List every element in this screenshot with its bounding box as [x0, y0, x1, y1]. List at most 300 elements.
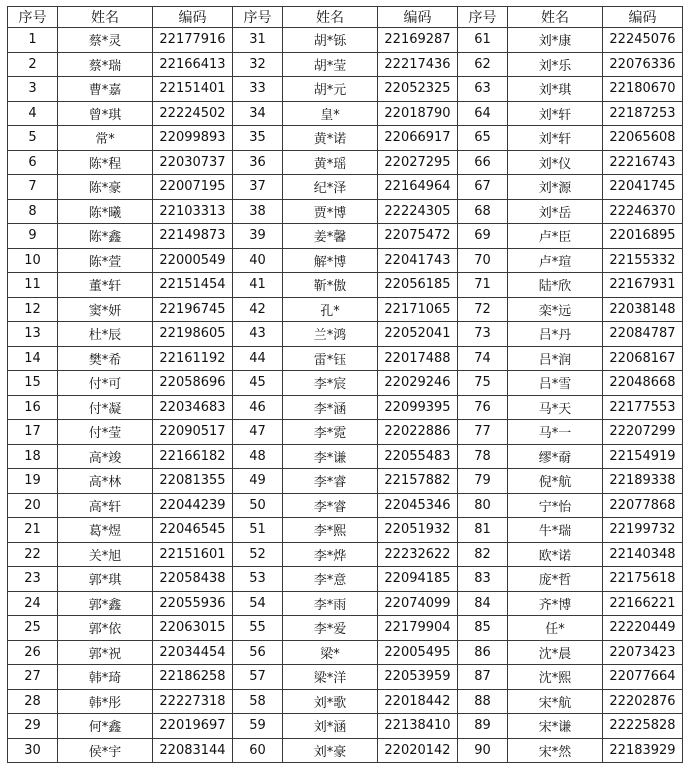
cell-code: 22018790 [378, 101, 458, 126]
cell-name: 吕*丹 [508, 322, 603, 347]
cell-name: 马*天 [508, 395, 603, 420]
cell-name: 庞*哲 [508, 567, 603, 592]
cell-seq: 23 [8, 567, 58, 592]
cell-seq: 89 [458, 714, 508, 739]
cell-seq: 1 [8, 28, 58, 53]
cell-name: 梁*洋 [283, 665, 378, 690]
cell-code: 22044239 [153, 493, 233, 518]
cell-seq: 3 [8, 77, 58, 102]
cell-name: 倪*航 [508, 469, 603, 494]
cell-seq: 81 [458, 518, 508, 543]
cell-seq: 71 [458, 273, 508, 298]
cell-seq: 11 [8, 273, 58, 298]
cell-code: 22183929 [603, 738, 683, 763]
cell-code: 22075472 [378, 224, 458, 249]
cell-code: 22030737 [153, 150, 233, 175]
cell-name: 刘*乐 [508, 52, 603, 77]
student-roster-table [7, 6, 683, 763]
cell-name: 任* [508, 616, 603, 641]
cell-name: 关*旭 [58, 542, 153, 567]
cell-code: 22151601 [153, 542, 233, 567]
cell-name: 沈*晨 [508, 640, 603, 665]
cell-seq: 76 [458, 395, 508, 420]
cell-name: 胡*莹 [283, 52, 378, 77]
header-code-3: 编码 [603, 7, 683, 28]
table-row [8, 591, 683, 616]
cell-seq: 34 [233, 101, 283, 126]
cell-name: 陆*欣 [508, 273, 603, 298]
cell-seq: 24 [8, 591, 58, 616]
table-row [8, 640, 683, 665]
cell-seq: 52 [233, 542, 283, 567]
cell-name: 陈*程 [58, 150, 153, 175]
cell-seq: 46 [233, 395, 283, 420]
header-name-3: 姓名 [508, 7, 603, 28]
cell-seq: 58 [233, 689, 283, 714]
cell-name: 李*熙 [283, 518, 378, 543]
cell-code: 22189338 [603, 469, 683, 494]
cell-code: 22099893 [153, 126, 233, 151]
table-row [8, 738, 683, 763]
cell-seq: 15 [8, 371, 58, 396]
cell-seq: 30 [8, 738, 58, 763]
cell-name: 杜*辰 [58, 322, 153, 347]
cell-code: 22245076 [603, 28, 683, 53]
cell-seq: 90 [458, 738, 508, 763]
cell-code: 22022886 [378, 420, 458, 445]
cell-code: 22246370 [603, 199, 683, 224]
cell-seq: 27 [8, 665, 58, 690]
cell-seq: 16 [8, 395, 58, 420]
cell-name: 宋*谦 [508, 714, 603, 739]
cell-seq: 5 [8, 126, 58, 151]
cell-seq: 14 [8, 346, 58, 371]
cell-code: 22198605 [153, 322, 233, 347]
cell-code: 22053959 [378, 665, 458, 690]
cell-seq: 47 [233, 420, 283, 445]
cell-code: 22217436 [378, 52, 458, 77]
cell-code: 22029246 [378, 371, 458, 396]
cell-name: 刘*豪 [283, 738, 378, 763]
cell-seq: 51 [233, 518, 283, 543]
cell-name: 常* [58, 126, 153, 151]
cell-seq: 18 [8, 444, 58, 469]
cell-name: 宋*航 [508, 689, 603, 714]
cell-seq: 64 [458, 101, 508, 126]
cell-name: 宁*怡 [508, 493, 603, 518]
cell-code: 22164964 [378, 175, 458, 200]
cell-seq: 21 [8, 518, 58, 543]
cell-seq: 61 [458, 28, 508, 53]
table-row [8, 665, 683, 690]
cell-code: 22005495 [378, 640, 458, 665]
cell-name: 韩*彤 [58, 689, 153, 714]
cell-name: 高*林 [58, 469, 153, 494]
table-row [8, 126, 683, 151]
cell-code: 22094185 [378, 567, 458, 592]
cell-seq: 60 [233, 738, 283, 763]
cell-seq: 83 [458, 567, 508, 592]
cell-seq: 80 [458, 493, 508, 518]
cell-name: 付*凝 [58, 395, 153, 420]
cell-name: 栾*远 [508, 297, 603, 322]
cell-seq: 29 [8, 714, 58, 739]
cell-seq: 43 [233, 322, 283, 347]
cell-code: 22065608 [603, 126, 683, 151]
header-name-1: 姓名 [58, 7, 153, 28]
cell-code: 22076336 [603, 52, 683, 77]
cell-seq: 82 [458, 542, 508, 567]
cell-seq: 10 [8, 248, 58, 273]
cell-name: 侯*宇 [58, 738, 153, 763]
cell-seq: 45 [233, 371, 283, 396]
cell-seq: 67 [458, 175, 508, 200]
table-row [8, 469, 683, 494]
cell-code: 22166413 [153, 52, 233, 77]
cell-seq: 75 [458, 371, 508, 396]
cell-seq: 73 [458, 322, 508, 347]
cell-name: 郭*鑫 [58, 591, 153, 616]
cell-name: 牛*瑞 [508, 518, 603, 543]
header-seq-1: 序号 [8, 7, 58, 28]
cell-seq: 20 [8, 493, 58, 518]
cell-code: 22019697 [153, 714, 233, 739]
cell-name: 李*涵 [283, 395, 378, 420]
cell-seq: 39 [233, 224, 283, 249]
cell-code: 22103313 [153, 199, 233, 224]
cell-seq: 44 [233, 346, 283, 371]
cell-code: 22046545 [153, 518, 233, 543]
cell-seq: 40 [233, 248, 283, 273]
cell-seq: 37 [233, 175, 283, 200]
cell-seq: 33 [233, 77, 283, 102]
table-row [8, 248, 683, 273]
table-body [8, 28, 683, 763]
cell-name: 李*烨 [283, 542, 378, 567]
cell-name: 黄*诺 [283, 126, 378, 151]
cell-code: 22048668 [603, 371, 683, 396]
table-row [8, 714, 683, 739]
table-row [8, 346, 683, 371]
table-header-row [8, 7, 683, 28]
cell-code: 22179904 [378, 616, 458, 641]
cell-code: 22187253 [603, 101, 683, 126]
cell-name: 郭*依 [58, 616, 153, 641]
cell-name: 郭*祝 [58, 640, 153, 665]
cell-code: 22056185 [378, 273, 458, 298]
cell-code: 22058438 [153, 567, 233, 592]
cell-name: 马*一 [508, 420, 603, 445]
cell-code: 22225828 [603, 714, 683, 739]
cell-code: 22058696 [153, 371, 233, 396]
cell-seq: 9 [8, 224, 58, 249]
cell-code: 22038148 [603, 297, 683, 322]
cell-code: 22166221 [603, 591, 683, 616]
cell-seq: 65 [458, 126, 508, 151]
cell-code: 22196745 [153, 297, 233, 322]
cell-seq: 59 [233, 714, 283, 739]
cell-code: 22073423 [603, 640, 683, 665]
cell-name: 刘*康 [508, 28, 603, 53]
cell-name: 刘*涵 [283, 714, 378, 739]
cell-code: 22166182 [153, 444, 233, 469]
table-row [8, 199, 683, 224]
cell-seq: 77 [458, 420, 508, 445]
cell-code: 22155332 [603, 248, 683, 273]
cell-seq: 53 [233, 567, 283, 592]
cell-code: 22140348 [603, 542, 683, 567]
cell-code: 22045346 [378, 493, 458, 518]
cell-code: 22020142 [378, 738, 458, 763]
cell-seq: 88 [458, 689, 508, 714]
cell-name: 靳*傲 [283, 273, 378, 298]
cell-name: 高*轩 [58, 493, 153, 518]
cell-seq: 8 [8, 199, 58, 224]
cell-seq: 57 [233, 665, 283, 690]
header-seq-2: 序号 [233, 7, 283, 28]
cell-seq: 32 [233, 52, 283, 77]
cell-name: 纪*泽 [283, 175, 378, 200]
cell-seq: 69 [458, 224, 508, 249]
cell-code: 22099395 [378, 395, 458, 420]
table-row [8, 371, 683, 396]
cell-name: 付*可 [58, 371, 153, 396]
cell-code: 22154919 [603, 444, 683, 469]
table-row [8, 395, 683, 420]
cell-code: 22077664 [603, 665, 683, 690]
cell-code: 22227318 [153, 689, 233, 714]
header-seq-3: 序号 [458, 7, 508, 28]
cell-name: 李*谦 [283, 444, 378, 469]
table-row [8, 297, 683, 322]
cell-seq: 66 [458, 150, 508, 175]
cell-code: 22177916 [153, 28, 233, 53]
table-row [8, 77, 683, 102]
table-row [8, 150, 683, 175]
cell-name: 齐*博 [508, 591, 603, 616]
cell-name: 姜*馨 [283, 224, 378, 249]
cell-code: 22074099 [378, 591, 458, 616]
cell-name: 何*鑫 [58, 714, 153, 739]
cell-code: 22055936 [153, 591, 233, 616]
cell-name: 卢*瑄 [508, 248, 603, 273]
cell-code: 22161192 [153, 346, 233, 371]
cell-name: 胡*铄 [283, 28, 378, 53]
cell-name: 蔡*瑞 [58, 52, 153, 77]
cell-seq: 4 [8, 101, 58, 126]
cell-seq: 28 [8, 689, 58, 714]
cell-name: 皇* [283, 101, 378, 126]
cell-seq: 87 [458, 665, 508, 690]
cell-code: 22034683 [153, 395, 233, 420]
cell-code: 22177553 [603, 395, 683, 420]
cell-seq: 6 [8, 150, 58, 175]
header-code-1: 编码 [153, 7, 233, 28]
cell-name: 葛*煜 [58, 518, 153, 543]
header-name-2: 姓名 [283, 7, 378, 28]
cell-code: 22041743 [378, 248, 458, 273]
table-row [8, 322, 683, 347]
table-row [8, 518, 683, 543]
cell-name: 高*竣 [58, 444, 153, 469]
cell-name: 李*意 [283, 567, 378, 592]
cell-code: 22051932 [378, 518, 458, 543]
cell-code: 22232622 [378, 542, 458, 567]
table-row [8, 273, 683, 298]
header-code-2: 编码 [378, 7, 458, 28]
cell-code: 22077868 [603, 493, 683, 518]
cell-name: 樊*希 [58, 346, 153, 371]
cell-code: 22199732 [603, 518, 683, 543]
cell-seq: 36 [233, 150, 283, 175]
table-row [8, 101, 683, 126]
cell-code: 22081355 [153, 469, 233, 494]
cell-seq: 85 [458, 616, 508, 641]
cell-seq: 7 [8, 175, 58, 200]
cell-name: 李*睿 [283, 493, 378, 518]
cell-name: 陈*曦 [58, 199, 153, 224]
cell-name: 刘*源 [508, 175, 603, 200]
cell-name: 李*爱 [283, 616, 378, 641]
cell-code: 22027295 [378, 150, 458, 175]
cell-name: 宋*然 [508, 738, 603, 763]
cell-name: 刘*仪 [508, 150, 603, 175]
cell-name: 付*莹 [58, 420, 153, 445]
cell-seq: 74 [458, 346, 508, 371]
cell-code: 22224305 [378, 199, 458, 224]
cell-seq: 19 [8, 469, 58, 494]
cell-code: 22090517 [153, 420, 233, 445]
cell-code: 22055483 [378, 444, 458, 469]
cell-name: 欧*诺 [508, 542, 603, 567]
cell-seq: 48 [233, 444, 283, 469]
cell-name: 李*睿 [283, 469, 378, 494]
cell-seq: 38 [233, 199, 283, 224]
cell-code: 22016895 [603, 224, 683, 249]
cell-code: 22017488 [378, 346, 458, 371]
cell-seq: 31 [233, 28, 283, 53]
cell-seq: 49 [233, 469, 283, 494]
cell-code: 22000549 [153, 248, 233, 273]
table-row [8, 542, 683, 567]
table-row [8, 616, 683, 641]
cell-code: 22052041 [378, 322, 458, 347]
cell-seq: 63 [458, 77, 508, 102]
cell-name: 李*雨 [283, 591, 378, 616]
cell-code: 22224502 [153, 101, 233, 126]
cell-seq: 72 [458, 297, 508, 322]
cell-seq: 78 [458, 444, 508, 469]
cell-name: 刘*轩 [508, 126, 603, 151]
cell-name: 吕*雪 [508, 371, 603, 396]
cell-seq: 41 [233, 273, 283, 298]
cell-name: 缪*奣 [508, 444, 603, 469]
cell-name: 郭*琪 [58, 567, 153, 592]
cell-code: 22034454 [153, 640, 233, 665]
table-row [8, 28, 683, 53]
cell-seq: 79 [458, 469, 508, 494]
cell-code: 22175618 [603, 567, 683, 592]
cell-name: 孔* [283, 297, 378, 322]
cell-code: 22151401 [153, 77, 233, 102]
table-row [8, 420, 683, 445]
cell-name: 李*宸 [283, 371, 378, 396]
cell-code: 22052325 [378, 77, 458, 102]
cell-code: 22063015 [153, 616, 233, 641]
cell-seq: 17 [8, 420, 58, 445]
cell-code: 22186258 [153, 665, 233, 690]
table-row [8, 224, 683, 249]
cell-name: 蔡*灵 [58, 28, 153, 53]
cell-name: 曹*嘉 [58, 77, 153, 102]
table-row [8, 567, 683, 592]
cell-seq: 12 [8, 297, 58, 322]
cell-code: 22167931 [603, 273, 683, 298]
table-row [8, 444, 683, 469]
cell-seq: 56 [233, 640, 283, 665]
cell-name: 卢*臣 [508, 224, 603, 249]
cell-name: 窦*妍 [58, 297, 153, 322]
cell-name: 陈*萱 [58, 248, 153, 273]
cell-seq: 68 [458, 199, 508, 224]
cell-name: 曾*琪 [58, 101, 153, 126]
cell-name: 沈*熙 [508, 665, 603, 690]
cell-seq: 86 [458, 640, 508, 665]
table-row [8, 689, 683, 714]
table-row [8, 175, 683, 200]
cell-seq: 2 [8, 52, 58, 77]
cell-name: 刘*轩 [508, 101, 603, 126]
cell-name: 黄*瑶 [283, 150, 378, 175]
cell-code: 22083144 [153, 738, 233, 763]
cell-code: 22202876 [603, 689, 683, 714]
cell-name: 董*轩 [58, 273, 153, 298]
cell-code: 22066917 [378, 126, 458, 151]
cell-code: 22018442 [378, 689, 458, 714]
cell-code: 22216743 [603, 150, 683, 175]
cell-name: 解*博 [283, 248, 378, 273]
cell-seq: 26 [8, 640, 58, 665]
cell-seq: 13 [8, 322, 58, 347]
cell-code: 22169287 [378, 28, 458, 53]
cell-name: 雷*钰 [283, 346, 378, 371]
cell-seq: 54 [233, 591, 283, 616]
cell-seq: 55 [233, 616, 283, 641]
cell-code: 22041745 [603, 175, 683, 200]
cell-name: 贾*博 [283, 199, 378, 224]
cell-name: 刘*岳 [508, 199, 603, 224]
table-row [8, 493, 683, 518]
cell-seq: 84 [458, 591, 508, 616]
cell-name: 梁* [283, 640, 378, 665]
cell-code: 22151454 [153, 273, 233, 298]
cell-seq: 35 [233, 126, 283, 151]
cell-seq: 50 [233, 493, 283, 518]
cell-name: 陈*豪 [58, 175, 153, 200]
cell-name: 陈*鑫 [58, 224, 153, 249]
cell-code: 22007195 [153, 175, 233, 200]
cell-name: 刘*琪 [508, 77, 603, 102]
cell-code: 22220449 [603, 616, 683, 641]
cell-code: 22207299 [603, 420, 683, 445]
cell-code: 22084787 [603, 322, 683, 347]
cell-code: 22149873 [153, 224, 233, 249]
cell-name: 刘*歌 [283, 689, 378, 714]
cell-code: 22068167 [603, 346, 683, 371]
cell-name: 吕*润 [508, 346, 603, 371]
cell-name: 兰*鸿 [283, 322, 378, 347]
cell-seq: 25 [8, 616, 58, 641]
